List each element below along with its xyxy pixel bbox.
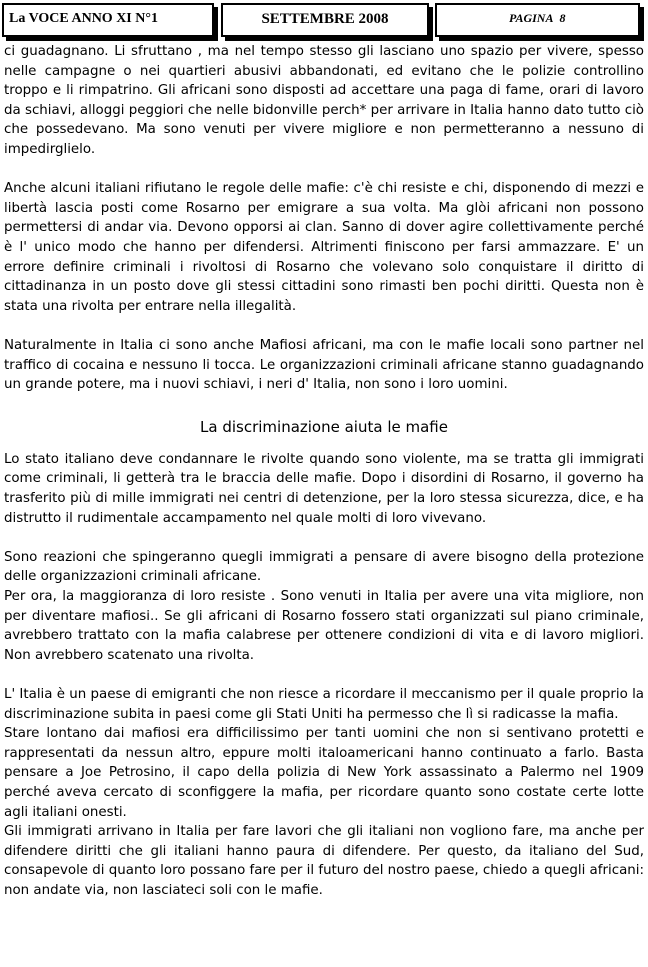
paragraph: Sono reazioni che spingeranno quegli immigrati a pensare di avere bisogno della protezione delle organizzazioni criminali africane. <box>4 549 644 585</box>
header-issue: La VOCE ANNO XI N°1 <box>9 11 158 26</box>
header-page-box <box>435 3 640 37</box>
section-subtitle: La discriminazione aiuta le mafie <box>200 418 448 437</box>
paragraph: Per ora, la maggioranza di loro resiste . Sono venuti in Italia per avere una vita migliore, non per diventare mafiosi.. Se gli africani di Rosarno fossero stati organizzati sul piano criminale, avrebbero trattato con la mafia calabrese per ottenere condizioni di vita e di lavoro migliori. Non avrebbero scatenato una rivolta. <box>4 589 644 663</box>
paragraph: Gli immigrati arrivano in Italia per fare lavori che gli italiani non vogliono fare, ma anche per difendere diritti che gli italiani hanno paura di difendere. Per questo, da italiano del Sud, consapevole di quanto loro possano fare per il futuro del nostro paese, chiedo a quegli africani: non andate via, non lasciateci soli con le mafie. <box>4 824 644 898</box>
paragraph: Stare lontano dai mafiosi era difficilissimo per tanti uomini che non si sentivano protetti e rappresentati da nessun altro, eppure molti italoamericani hanno continuato a farlo. Basta pensare a Joe Petrosino, il capo della polizia di New York assassinato a Palermo nel 1909 perché aveva cercato di sconfiggere la mafia, per ricordare quanto sono costate certe lotte agli italiani onesti. <box>4 726 644 820</box>
article-body <box>4 42 644 901</box>
header-page-label: PAGINA <box>509 11 554 25</box>
paragraph: Naturalmente in Italia ci sono anche Mafiosi africani, ma con le mafie locali sono partner nel traffico di cocaina e nessuno li tocca. Le organizzazioni criminali africane stanno guadagnando un grande potere, ma i nuovi schiavi, i neri d' Italia, non sono i loro uomini. <box>4 337 644 393</box>
paragraph: Anche alcuni italiani rifiutano le regole delle mafie: c'è chi resiste e chi, disponendo di mezzi e libertà lascia posti come Rosarno per emigrare a sua volta. Ma glòi africani non possono permettersi di andar via. Devono opporsi ai clan. Sanno di dover agire collettivamente perché è l' unico modo che hanno per difendersi. Altrimenti finiscono per farsi ammazzare. E' un errore definire criminali i rivoltosi di Rosarno che volevano solo conquistare il diritto di cittadinanza in un posto dove gli stessi cittadini sono rimasti ben pochi diritti. Questa non è stata una rivolta per entrare nella illegalità. <box>4 181 644 314</box>
header-page-number: 8 <box>559 11 566 25</box>
header-issue-box <box>2 3 214 37</box>
paragraph: Lo stato italiano deve condannare le rivolte quando sono violente, ma se tratta gli immigrati come criminali, li getterà tra le braccia delle mafie. Dopo i disordini di Rosarno, il governo ha trasferito più di mille immigrati nei centri di detenzione, per la loro stessa sicurezza, dice, e ha distrutto il rudimentale accampamento nel quale molti di loro vivevano. <box>4 451 644 526</box>
paragraph: ci guadagnano. Li sfruttano , ma nel tempo stesso gli lasciano uno spazio per vivere, spesso nelle campagne o nei quartieri abusivi abbandonati, ed evitano che le polizie controllino troppo e li rimpatrino. Gli africani sono disposti ad accettare una paga di fame, orari di lavoro da schiavi, alloggi peggiori che nelle bidonville perch* per arrivare in Italia hanno dato tutto ciò che possedevano. Ma sono venuti per vivere migliore e non permetteranno a nessuno di impedirglielo. <box>4 44 644 157</box>
paragraph: L' Italia è un paese di emigranti che non riesce a ricordare il meccanismo per il quale proprio la discriminazione subita in paesi come gli Stati Uniti ha permesso che lì si radicasse la mafia. <box>4 687 644 722</box>
header-date-box <box>221 3 429 37</box>
header-date: SETTEMBRE 2008 <box>261 11 389 27</box>
